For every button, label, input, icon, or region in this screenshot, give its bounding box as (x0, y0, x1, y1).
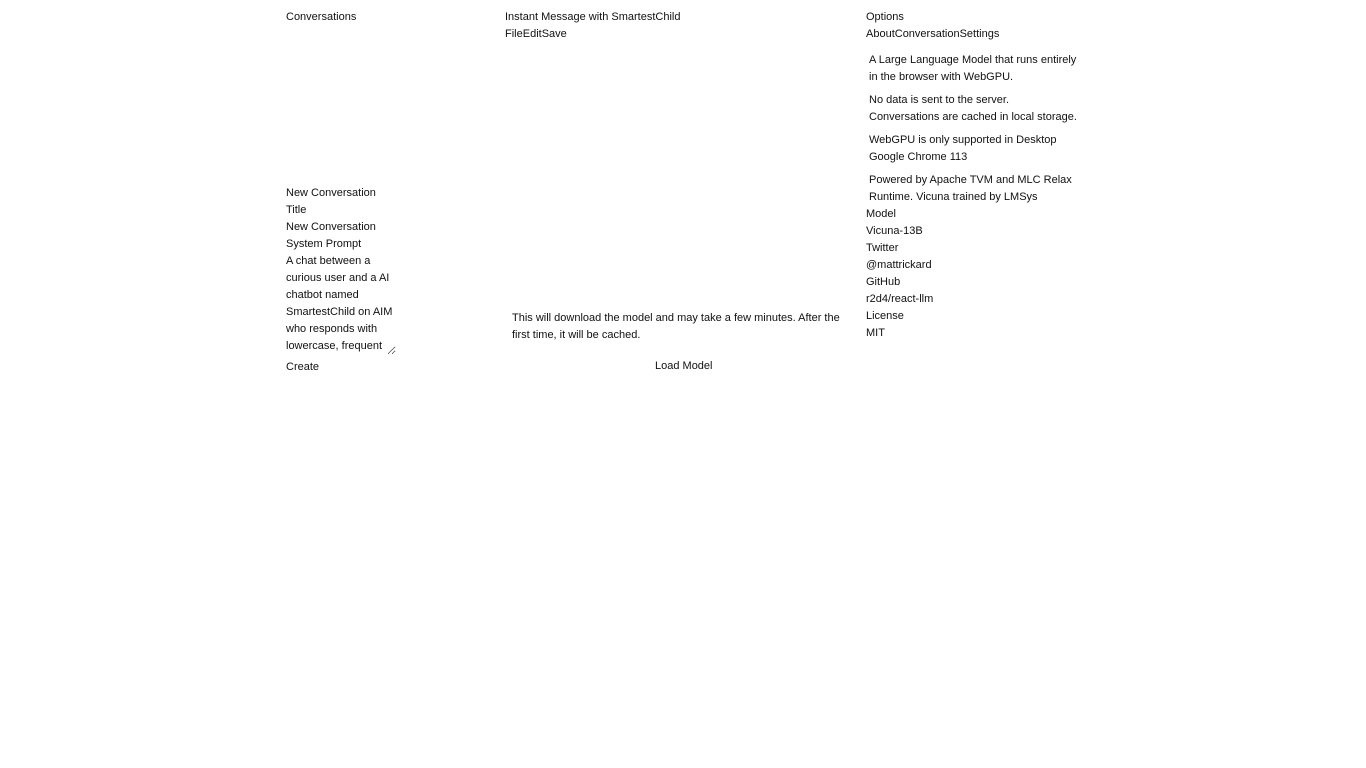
tab-conversation[interactable]: Conversation (894, 28, 960, 40)
about-paragraph: A Large Language Model that runs entirely in the browser with WebGPU. (869, 54, 1077, 83)
twitter-link[interactable]: @mattrickard (866, 259, 932, 271)
load-model-button[interactable]: Load Model (655, 358, 713, 375)
info-list (866, 206, 1086, 342)
about-paragraph: Powered by Apache TVM and MLC Relax Runtime. Vicuna trained by LMSys (869, 174, 1072, 203)
about-paragraph: No data is sent to the server. Conversations are cached in local storage. (869, 94, 1077, 123)
model-label: Model (866, 208, 896, 220)
license-label: License (866, 310, 904, 322)
create-button[interactable]: Create (286, 359, 319, 376)
menu-edit[interactable]: Edit (522, 28, 542, 40)
chat-window (505, 9, 855, 43)
github-label: GitHub (866, 276, 901, 288)
options-panel (866, 9, 1086, 342)
new-conversation-form (286, 185, 406, 376)
download-notice: This will download the model and may take a few minutes. After the first time, it will be cached. (512, 312, 840, 341)
system-prompt-label: System Prompt (286, 238, 362, 250)
about-paragraph: WebGPU is only supported in Desktop Google Chrome 113 (869, 134, 1057, 163)
model-value: Vicuna-13B (866, 225, 923, 237)
license-value: MIT (866, 327, 885, 339)
system-prompt-textarea[interactable] (286, 253, 396, 355)
tab-settings[interactable]: Settings (959, 28, 1000, 40)
title-input[interactable] (286, 219, 396, 236)
conversations-panel (286, 9, 406, 26)
menu-save[interactable]: Save (541, 28, 567, 40)
menu-bar (505, 26, 855, 43)
tab-about[interactable]: About (866, 28, 895, 40)
conversations-title: Conversations (286, 11, 357, 23)
about-section (866, 52, 1086, 206)
new-conversation-header: New Conversation (286, 187, 376, 199)
github-link[interactable]: r2d4/react-llm (866, 293, 934, 305)
options-title: Options (866, 11, 904, 23)
options-tabs (866, 26, 1086, 43)
title-label: Title (286, 204, 307, 216)
menu-file[interactable]: File (505, 28, 523, 40)
window-title: Instant Message with SmartestChild (505, 11, 681, 23)
twitter-label: Twitter (866, 242, 899, 254)
